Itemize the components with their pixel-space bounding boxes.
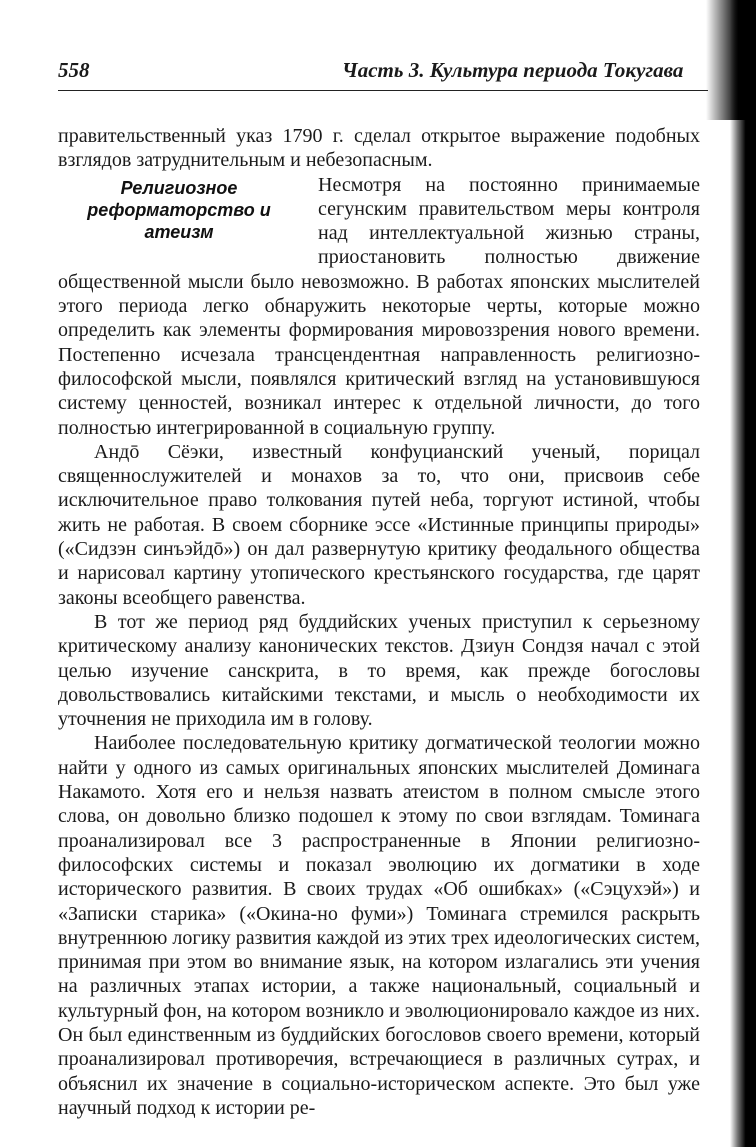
- paragraph: Несмотря на постоянно принимаемые сегунским правительством меры контроля над интеллектуальной жизнью страны, приостановить полностью движение общественной мысли было невозможно. В работах японских мыслителей этого периода легко обнаружить некоторые черты, которые можно определить как элементы формирования мировоззрения нового времени. Постепенно исчезала трансцендентная направленность религиозно-философской мысли, появлялся критический взгляд на установившуюся систему ценностей, возникал интерес к отдельной личности, до того полностью интегрированной в социальную группу.: [58, 173, 700, 439]
- paragraph-continuation: правительственный указ 1790 г. сделал открытое выражение подобных взглядов затруднительным и небезопасным.: [58, 125, 700, 172]
- running-head: Часть 3. Культура периода Токугава: [342, 58, 684, 82]
- body-text: [58, 124, 700, 1120]
- paragraph: Андō Сёэки, известный конфуцианский ученый, порицал священнослужителей и монахов за то, что они, присвоив себе исключительное право толкования путей неба, торгуют истиной, чтобы жить не работая. В своем сборнике эссе «Истинные принципы природы» («Сидзэн синъэйдō») он дал развернутую критику феодального общества и нарисовал картину утопического крестьянского государства, где царят законы всеобщего равенства.: [58, 440, 700, 609]
- paragraph: Наиболее последовательную критику догматической теологии можно найти у одного из самых оригинальных японских мыслителей Доминага Накамото. Хотя его и нельзя назвать атеистом в полном смысле этого слова, он довольно близко подошел к этому по свои взглядам. Томинага проанализировал все 3 распространенные в Японии религиозно-философских системы и показал эволюцию их догматики в ходе исторического развития. В своих трудах «Об ошибках» («Сэцухэй») и «Записки старика» («Окина-но фуми») Томинага стремился раскрыть внутреннюю логику развития каждой из этих трех идеологических систем, принимая при этом во внимание язык, на котором излагались эти учения на различных этапах истории, а также национальный, социальный и культурный фон, на котором возникло и эволюционировало каждое из них. Он был единственным из буддийских богословов своего времени, который проанализировал противоречия, встречающиеся в различных сутрах, и объяснил их значение в социально-историческом аспекте. Это был уже научный подход к истории ре-: [58, 732, 700, 1119]
- side-heading: Религиозное реформаторство и атеизм: [87, 177, 271, 242]
- paragraph: В тот же период ряд буддийских ученых приступил к серьезному критическому анализу канонических текстов. Дзиун Сондзя начал с этой целью изучение санскрита, в то время, как прежде богословы довольствовались китайскими текстами, и мысль о необходимости их уточнения не приходила им в голову.: [58, 610, 700, 731]
- header-rule: [58, 90, 708, 91]
- page-header: [58, 58, 756, 90]
- page-number: 558: [58, 58, 90, 82]
- scan-shadow-edge: [730, 0, 756, 1147]
